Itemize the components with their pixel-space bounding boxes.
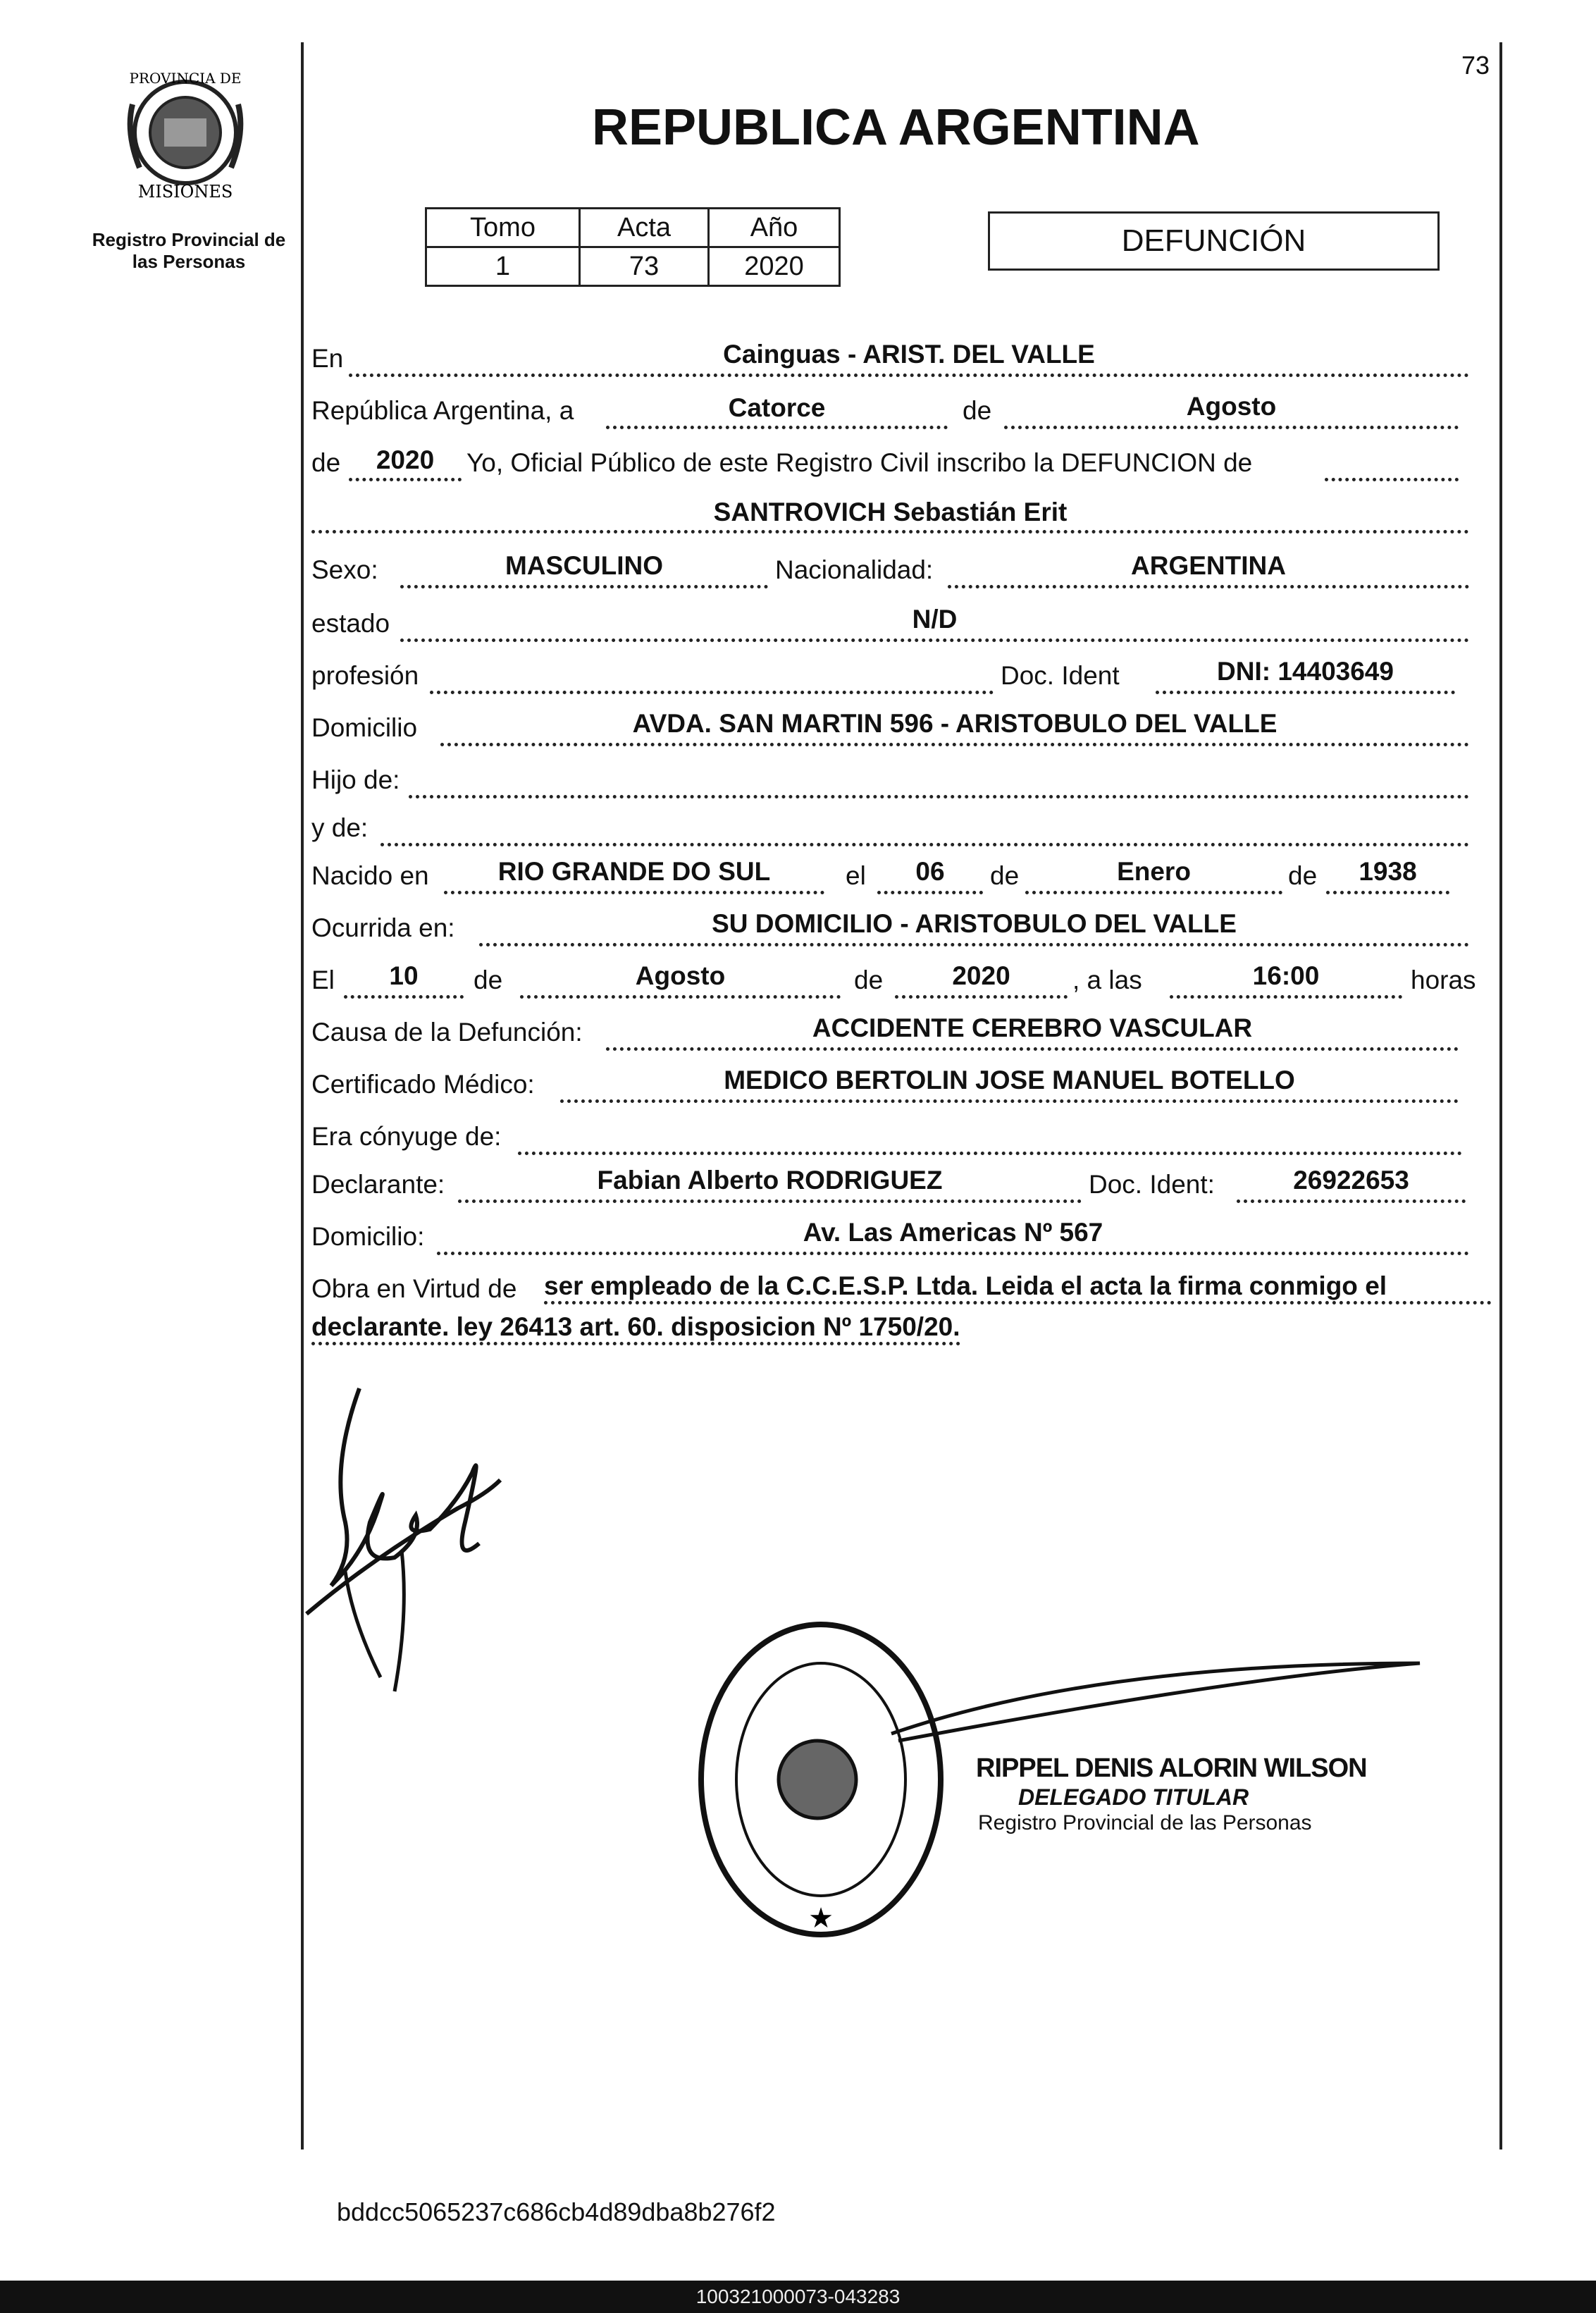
doc-ident-dotted-line [1156,691,1455,694]
fall-dia-value: 10 [389,961,419,990]
official-name: RIPPEL DENIS ALORIN WILSON [976,1753,1367,1783]
barcode-text: 100321000073-043283 [695,2286,901,2307]
yde-label: y de: [311,813,369,842]
ocurrida-dotted-line [479,943,1469,946]
nacido-dia-value: 06 [915,857,945,886]
svg-text:PROVINCIA DE: PROVINCIA DE [129,70,242,87]
page-title: REPUBLICA ARGENTINA [592,99,1200,156]
svg-text:★: ★ [808,1902,834,1935]
de-label-2: de [311,448,341,477]
name-dotted-line [311,530,1469,533]
hora-dotted-line [1170,995,1402,999]
en-label: En [311,344,344,373]
decl-doc-value: 26922653 [1293,1166,1409,1195]
nacido-anio-dotted-line [1326,891,1449,894]
estado-label: estado [311,609,390,638]
nacionalidad-value: ARGENTINA [1131,551,1286,580]
oficial-text: Yo, Oficial Público de este Registro Civil inscribo la DEFUNCION de [466,448,1253,477]
certificado-value: MEDICO BERTOLIN JOSE MANUEL BOTELLO [724,1066,1295,1094]
document-hash: bddcc5065237c686cb4d89dba8b276f2 [337,2197,776,2226]
de-label-5: de [474,966,503,994]
domicilio-value: AVDA. SAN MARTIN 596 - ARISTOBULO DEL VALLE [632,709,1278,738]
obra-line-2: declarante. ley 26413 art. 60. disposicion Nº 1750/20. [311,1312,960,1345]
el-label-2: El [311,966,335,994]
registry-line-1: Registro Provincial de [92,229,286,250]
day-words-value: Catorce [728,393,826,422]
sexo-dotted-line [400,585,768,588]
month-value: Agosto [1186,392,1277,421]
official-signature-stroke [884,1649,1434,1755]
certificado-dotted-line [560,1099,1459,1103]
fall-anio-dotted-line [895,995,1068,999]
domicilio-dotted-line [440,743,1469,746]
nacionalidad-label: Nacionalidad: [775,555,934,584]
decl-dom-value: Av. Las Americas Nº 567 [803,1218,1103,1247]
table-value-anio: 2020 [709,247,840,286]
oficial-dotted-line [1325,478,1459,481]
official-title: DELEGADO TITULAR [1018,1784,1249,1810]
yde-dotted-line [381,843,1469,846]
hora-value: 16:00 [1252,961,1320,990]
de-label-6: de [854,966,884,994]
nacido-label: Nacido en [311,861,429,890]
nacido-mes-dotted-line [1025,891,1282,894]
year-value: 2020 [376,445,435,474]
declarante-value: Fabian Alberto RODRIGUEZ [597,1166,943,1195]
de-label-4: de [1288,861,1318,890]
fall-mes-dotted-line [520,995,841,999]
sexo-value: MASCULINO [505,551,664,580]
doc-ident-value: DNI: 14403649 [1217,657,1394,686]
day-dotted-line [606,426,948,429]
deceased-name-value: SANTROVICH Sebastián Erit [713,498,1068,526]
de-label-1: de [963,396,992,425]
conyuge-label: Era cónyuge de: [311,1122,502,1151]
profesion-label: profesión [311,661,419,690]
causa-value: ACCIDENTE CEREBRO VASCULAR [812,1013,1253,1042]
doc-type: DEFUNCIÓN [1121,223,1306,258]
month-dotted-line [1004,426,1459,429]
table-value-tomo: 1 [426,247,580,286]
province-logo [118,62,252,210]
declarante-dotted-line [458,1199,1082,1203]
hijo-label: Hijo de: [311,765,400,794]
conyuge-dotted-line [518,1152,1462,1155]
republica-label: República Argentina, a [311,396,574,425]
horas-label: horas [1411,966,1476,994]
alas-label: , a las [1072,966,1142,994]
estado-dotted-line [400,639,1469,642]
el-label-1: el [846,861,866,890]
nacido-dia-dotted-line [877,891,983,894]
domicilio-label: Domicilio [311,713,418,742]
fall-anio-value: 2020 [952,961,1010,990]
doc-type-box [988,211,1440,271]
decl-dom-dotted-line [437,1252,1469,1255]
obra-line-1: ser empleado de la C.C.E.S.P. Ltda. Leida el acta la firma conmigo el [544,1271,1492,1304]
registry-label [83,229,295,273]
svg-text:MISIONES: MISIONES [137,182,233,202]
causa-dotted-line [606,1047,1459,1051]
nacido-anio-value: 1938 [1359,857,1417,886]
registry-line-2: las Personas [132,251,246,272]
fall-mes-value: Agosto [635,961,726,990]
declarante-label: Declarante: [311,1170,445,1199]
declarant-signature [303,1381,507,1706]
sexo-label: Sexo: [311,555,378,584]
table-header-anio: Año [709,209,840,247]
profesion-dotted-line [430,691,994,694]
estado-value: N/D [912,605,958,634]
barcode-bar [0,2281,1596,2313]
year-dotted-line [349,478,462,481]
obra-label: Obra en Virtud de [311,1274,517,1303]
table-header-acta: Acta [580,209,709,247]
page-number: 73 [1461,51,1490,80]
decl-doc-label: Doc. Ident: [1089,1170,1215,1199]
ocurrida-value: SU DOMICILIO - ARISTOBULO DEL VALLE [712,909,1237,938]
fall-dia-dotted-line [344,995,464,999]
de-label-3: de [990,861,1020,890]
nacido-lugar-dotted-line [444,891,824,894]
decl-doc-dotted-line [1237,1199,1466,1203]
doc-ident-label: Doc. Ident [1001,661,1120,690]
table-value-acta: 73 [580,247,709,286]
official-office: Registro Provincial de las Personas [978,1811,1312,1834]
left-border [301,42,304,2149]
table-header-tomo: Tomo [426,209,580,247]
nacido-mes-value: Enero [1117,857,1191,886]
ocurrida-label: Ocurrida en: [311,913,455,942]
en-dotted-line [349,374,1469,377]
right-border [1499,42,1502,2149]
certificado-label: Certificado Médico: [311,1070,535,1099]
nacido-lugar-value: RIO GRANDE DO SUL [497,857,771,886]
decl-dom-label: Domicilio: [311,1222,425,1251]
en-value: Cainguas - ARIST. DEL VALLE [723,340,1095,369]
nacionalidad-dotted-line [948,585,1469,588]
tomo-acta-anio-table [425,207,841,287]
hijo-dotted-line [409,795,1469,798]
causa-label: Causa de la Defunción: [311,1018,583,1047]
